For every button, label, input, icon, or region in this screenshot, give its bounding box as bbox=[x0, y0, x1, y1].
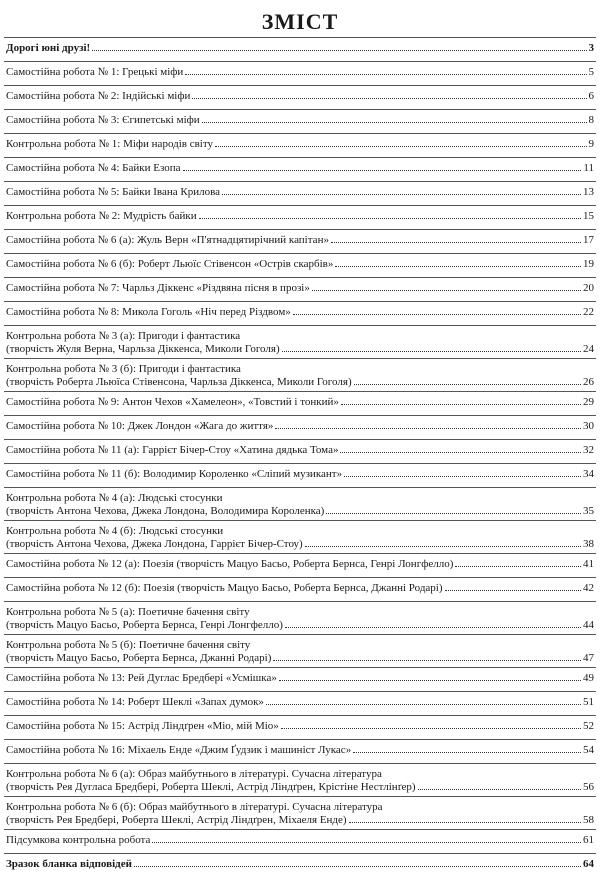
toc-entry[interactable] bbox=[4, 487, 596, 520]
toc-entry-title-line bbox=[6, 186, 594, 199]
toc-entry-page-number: 61 bbox=[583, 834, 594, 846]
toc-entry[interactable] bbox=[4, 577, 596, 601]
toc-entry-title-line bbox=[6, 210, 594, 223]
toc-entry-subtitle: (творчість Роберта Льюїса Стівенсона, Чарльза Діккенса, Миколи Гоголя) bbox=[6, 376, 352, 388]
toc-entry-page-number: 8 bbox=[588, 114, 594, 126]
toc-entry[interactable] bbox=[4, 253, 596, 277]
dot-leader bbox=[215, 146, 586, 147]
toc-entry-subtitle: (творчість Мацуо Басьо, Роберта Бернса, Джанні Родарі) bbox=[6, 652, 272, 664]
toc-entry-title-line bbox=[6, 234, 594, 247]
toc-entry[interactable] bbox=[4, 634, 596, 667]
toc-entry-page-number: 20 bbox=[583, 282, 594, 294]
toc-entry[interactable] bbox=[4, 601, 596, 634]
toc-entry-title-line bbox=[6, 162, 594, 175]
toc-entry[interactable] bbox=[4, 181, 596, 205]
toc-entry[interactable] bbox=[4, 829, 596, 853]
dot-leader bbox=[202, 122, 587, 123]
dot-leader bbox=[281, 728, 581, 729]
toc-entry-page-number: 9 bbox=[588, 138, 594, 150]
toc-entry-title-line bbox=[6, 582, 594, 595]
dot-leader bbox=[340, 452, 581, 453]
toc-entry[interactable] bbox=[4, 301, 596, 325]
toc-entry[interactable] bbox=[4, 691, 596, 715]
toc-entry-page-number: 34 bbox=[583, 468, 594, 480]
toc-entry[interactable] bbox=[4, 553, 596, 577]
toc-entry[interactable] bbox=[4, 739, 596, 763]
toc-entry-title-line bbox=[6, 90, 594, 103]
toc-entry-title: Самостійна робота № 6 (а): Жуль Верн «П'ятнадцятирічний капітан» bbox=[6, 234, 329, 246]
toc-entry-page-number: 29 bbox=[583, 396, 594, 408]
toc-entry-title-line bbox=[6, 468, 594, 481]
toc-entry-title: Дорогі юні друзі! bbox=[6, 42, 91, 54]
dot-leader bbox=[349, 822, 581, 823]
toc-entry[interactable] bbox=[4, 715, 596, 739]
toc-entry-title-line bbox=[6, 396, 594, 409]
toc-entry-page-number: 6 bbox=[588, 90, 594, 102]
toc-entry[interactable] bbox=[4, 61, 596, 85]
toc-entry-title: Контрольна робота № 1: Міфи народів світу bbox=[6, 138, 214, 150]
dot-leader bbox=[353, 752, 581, 753]
toc-entry-title-line bbox=[6, 606, 594, 619]
toc-entry-title: Самостійна робота № 15: Астрід Ліндґрен «Міо, мій Міо» bbox=[6, 720, 279, 732]
toc-entry-title: Самостійна робота № 12 (б): Поезія (творчість Мацуо Басьо, Роберта Бернса, Джанні Родарі) bbox=[6, 582, 443, 594]
toc-entry-page-number: 11 bbox=[583, 162, 594, 174]
toc-entry-title: Підсумкова контрольна робота bbox=[6, 834, 151, 846]
toc-entry-page-number: 58 bbox=[583, 814, 594, 826]
dot-leader bbox=[312, 290, 581, 291]
toc-entry-page-number: 47 bbox=[583, 652, 594, 664]
toc-entry-page-number: 41 bbox=[583, 558, 594, 570]
toc-entry[interactable] bbox=[4, 853, 596, 877]
dot-leader bbox=[344, 476, 581, 477]
dot-leader bbox=[279, 680, 581, 681]
toc-entry[interactable] bbox=[4, 157, 596, 181]
toc-entry-title-line bbox=[6, 696, 594, 709]
toc-entry[interactable] bbox=[4, 133, 596, 157]
toc-entry-page-number: 17 bbox=[583, 234, 594, 246]
toc-entry[interactable] bbox=[4, 277, 596, 301]
toc-entry[interactable] bbox=[4, 109, 596, 133]
toc-entry-page-number: 3 bbox=[588, 42, 594, 54]
toc-entry-title-line bbox=[6, 720, 594, 733]
dot-leader bbox=[285, 627, 581, 628]
toc-entry-title-line bbox=[6, 330, 594, 343]
toc-entry-title-line bbox=[6, 138, 594, 151]
toc-entry-title-line bbox=[6, 744, 594, 757]
toc-entry-title: Самостійна робота № 4: Байки Езопа bbox=[6, 162, 181, 174]
dot-leader bbox=[183, 170, 582, 171]
dot-leader bbox=[354, 384, 581, 385]
dot-leader bbox=[326, 513, 581, 514]
toc-entry-subtitle-line bbox=[6, 814, 594, 827]
toc-entry-page-number: 30 bbox=[583, 420, 594, 432]
toc-entry-title-line bbox=[6, 42, 594, 55]
dot-leader bbox=[192, 98, 586, 99]
toc-entry-title: Самостійна робота № 7: Чарльз Діккенс «Різдвяна пісня в прозі» bbox=[6, 282, 310, 294]
toc-entry-title: Контрольна робота № 5 (а): Поетичне бачення світу bbox=[6, 606, 250, 618]
dot-leader bbox=[331, 242, 581, 243]
toc-entry-title-line bbox=[6, 801, 594, 814]
dot-leader bbox=[185, 74, 586, 75]
toc-entry-title-line bbox=[6, 525, 594, 538]
toc-entry-page-number: 22 bbox=[583, 306, 594, 318]
toc-entry[interactable] bbox=[4, 358, 596, 391]
toc-entry-subtitle: (творчість Жуля Верна, Чарльза Діккенса, Миколи Гоголя) bbox=[6, 343, 280, 355]
toc-entry-title: Зразок бланка відповідей bbox=[6, 858, 132, 870]
toc-entry-title-line bbox=[6, 363, 594, 376]
toc-entry[interactable] bbox=[4, 391, 596, 415]
toc-entry-title: Контрольна робота № 6 (а): Образ майбутнього в літературі. Сучасна література bbox=[6, 768, 382, 780]
toc-entry[interactable] bbox=[4, 37, 596, 61]
toc-entry-page-number: 44 bbox=[583, 619, 594, 631]
toc-entry-title: Самостійна робота № 8: Микола Гоголь «Ніч перед Різдвом» bbox=[6, 306, 291, 318]
dot-leader bbox=[418, 789, 581, 790]
toc-entry-title-line bbox=[6, 258, 594, 271]
toc-entry-page-number: 15 bbox=[583, 210, 594, 222]
toc-entry-title: Контрольна робота № 5 (б): Поетичне бачення світу bbox=[6, 639, 251, 651]
dot-leader bbox=[266, 704, 581, 705]
toc-entry[interactable] bbox=[4, 439, 596, 463]
toc-entry-title: Самостійна робота № 10: Джек Лондон «Жага до життя» bbox=[6, 420, 274, 432]
toc-entry-title-line bbox=[6, 768, 594, 781]
toc-entry-title: Контрольна робота № 2: Мудрість байки bbox=[6, 210, 197, 222]
toc-entry-title: Самостійна робота № 11 (а): Гаррієт Бічер-Стоу «Хатина дядька Тома» bbox=[6, 444, 339, 456]
toc-entry-subtitle: (творчість Мацуо Басьо, Роберта Бернса, Генрі Лонгфелло) bbox=[6, 619, 283, 631]
toc-entry-title-line bbox=[6, 858, 594, 871]
dot-leader bbox=[92, 50, 586, 51]
toc-entry-title: Самостійна робота № 1: Грецькі міфи bbox=[6, 66, 184, 78]
toc-entry-title-line bbox=[6, 66, 594, 79]
toc-entry-title: Самостійна робота № 12 (а): Поезія (творчість Мацуо Басьо, Роберта Бернса, Генрі Лонгфелло) bbox=[6, 558, 454, 570]
toc-entry[interactable] bbox=[4, 205, 596, 229]
toc-entry-page-number: 5 bbox=[588, 66, 594, 78]
toc-entry-title: Самостійна робота № 9: Антон Чехов «Хамелеон», «Товстий і тонкий» bbox=[6, 396, 339, 408]
toc-entry-title: Контрольна робота № 4 (а): Людські стосунки bbox=[6, 492, 223, 504]
dot-leader bbox=[134, 866, 581, 867]
toc-entry-title: Самостійна робота № 14: Роберт Шеклі «Запах думок» bbox=[6, 696, 264, 708]
toc-entry-title: Самостійна робота № 2: Індійські міфи bbox=[6, 90, 191, 102]
toc-entry[interactable] bbox=[4, 520, 596, 553]
toc-entry[interactable] bbox=[4, 763, 596, 796]
dot-leader bbox=[341, 404, 581, 405]
toc-entry-title: Контрольна робота № 6 (б): Образ майбутнього в літературі. Сучасна література bbox=[6, 801, 383, 813]
toc-entry-subtitle-line bbox=[6, 652, 594, 665]
toc-entry-title-line bbox=[6, 834, 594, 847]
toc-entry-subtitle-line bbox=[6, 505, 594, 518]
toc-entry-title-line bbox=[6, 492, 594, 505]
toc-entry-title: Самостійна робота № 6 (б): Роберт Льюїс Стівенсон «Острів скарбів» bbox=[6, 258, 334, 270]
toc-entry-subtitle: (творчість Антона Чехова, Джека Лондона, Гаррієт Бічер-Стоу) bbox=[6, 538, 303, 550]
toc-entry-title-line bbox=[6, 444, 594, 457]
toc-entry-title-line bbox=[6, 282, 594, 295]
toc-entry[interactable] bbox=[4, 85, 596, 109]
toc-entry[interactable] bbox=[4, 229, 596, 253]
toc-entry-page-number: 56 bbox=[583, 781, 594, 793]
toc-entry-subtitle-line bbox=[6, 619, 594, 632]
toc-entry[interactable] bbox=[4, 325, 596, 358]
toc-entry[interactable] bbox=[4, 415, 596, 439]
toc-entry[interactable] bbox=[4, 667, 596, 691]
dot-leader bbox=[335, 266, 581, 267]
toc-entry-page-number: 13 bbox=[583, 186, 594, 198]
toc-entry-page-number: 52 bbox=[583, 720, 594, 732]
toc-entry[interactable] bbox=[4, 463, 596, 487]
toc-entry-title-line bbox=[6, 420, 594, 433]
dot-leader bbox=[222, 194, 581, 195]
toc-entry-title: Контрольна робота № 3 (а): Пригоди і фантастика bbox=[6, 330, 241, 342]
toc-entry-title-line bbox=[6, 114, 594, 127]
dot-leader bbox=[152, 842, 581, 843]
toc-entry-subtitle: (творчість Рея Дугласа Бредбері, Роберта Шеклі, Астрід Ліндґрен, Крістіне Нестлінґер) bbox=[6, 781, 416, 793]
toc-entry-page-number: 38 bbox=[583, 538, 594, 550]
toc-entry-page-number: 35 bbox=[583, 505, 594, 517]
toc-entry-subtitle-line bbox=[6, 343, 594, 356]
dot-leader bbox=[445, 590, 581, 591]
toc-entry-title: Самостійна робота № 13: Рей Дуглас Бредбері «Усмішка» bbox=[6, 672, 277, 684]
dot-leader bbox=[199, 218, 581, 219]
dot-leader bbox=[282, 351, 581, 352]
toc-entry-page-number: 19 bbox=[583, 258, 594, 270]
dot-leader bbox=[305, 546, 581, 547]
toc-entry-title: Самостійна робота № 3: Єгипетські міфи bbox=[6, 114, 200, 126]
toc-entry-title: Контрольна робота № 3 (б): Пригоди і фантастика bbox=[6, 363, 241, 375]
toc-entry-page-number: 24 bbox=[583, 343, 594, 355]
toc-entry-subtitle-line bbox=[6, 781, 594, 794]
toc-list bbox=[4, 37, 596, 877]
toc-entry-title: Контрольна робота № 4 (б): Людські стосунки bbox=[6, 525, 224, 537]
toc-entry-title: Самостійна робота № 11 (б): Володимир Короленко «Сліпий музикант» bbox=[6, 468, 343, 480]
dot-leader bbox=[293, 314, 581, 315]
toc-entry-page-number: 54 bbox=[583, 744, 594, 756]
dot-leader bbox=[455, 566, 581, 567]
toc-entry-page-number: 64 bbox=[583, 858, 594, 870]
toc-entry-subtitle-line bbox=[6, 538, 594, 551]
toc-entry-page-number: 32 bbox=[583, 444, 594, 456]
toc-entry-page-number: 49 bbox=[583, 672, 594, 684]
toc-entry-subtitle: (творчість Рея Бредбері, Роберта Шеклі, Астрід Ліндґрен, Міхаеля Енде) bbox=[6, 814, 347, 826]
toc-entry-title: Самостійна робота № 16: Міхаель Енде «Джим Ґудзик і машиніст Лукас» bbox=[6, 744, 352, 756]
toc-entry-title-line bbox=[6, 672, 594, 685]
dot-leader bbox=[273, 660, 581, 661]
toc-entry-page-number: 26 bbox=[583, 376, 594, 388]
toc-entry-subtitle-line bbox=[6, 376, 594, 389]
toc-entry-title-line bbox=[6, 306, 594, 319]
page-title: ЗМІСТ bbox=[261, 9, 339, 34]
toc-entry-page-number: 51 bbox=[583, 696, 594, 708]
toc-entry-page-number: 42 bbox=[583, 582, 594, 594]
toc-entry-subtitle: (творчість Антона Чехова, Джека Лондона, Володимира Короленка) bbox=[6, 505, 325, 517]
toc-entry-title-line bbox=[6, 639, 594, 652]
dot-leader bbox=[275, 428, 581, 429]
toc-entry[interactable] bbox=[4, 796, 596, 829]
toc-entry-title-line bbox=[6, 558, 594, 571]
toc-entry-title: Самостійна робота № 5: Байки Івана Крилова bbox=[6, 186, 221, 198]
